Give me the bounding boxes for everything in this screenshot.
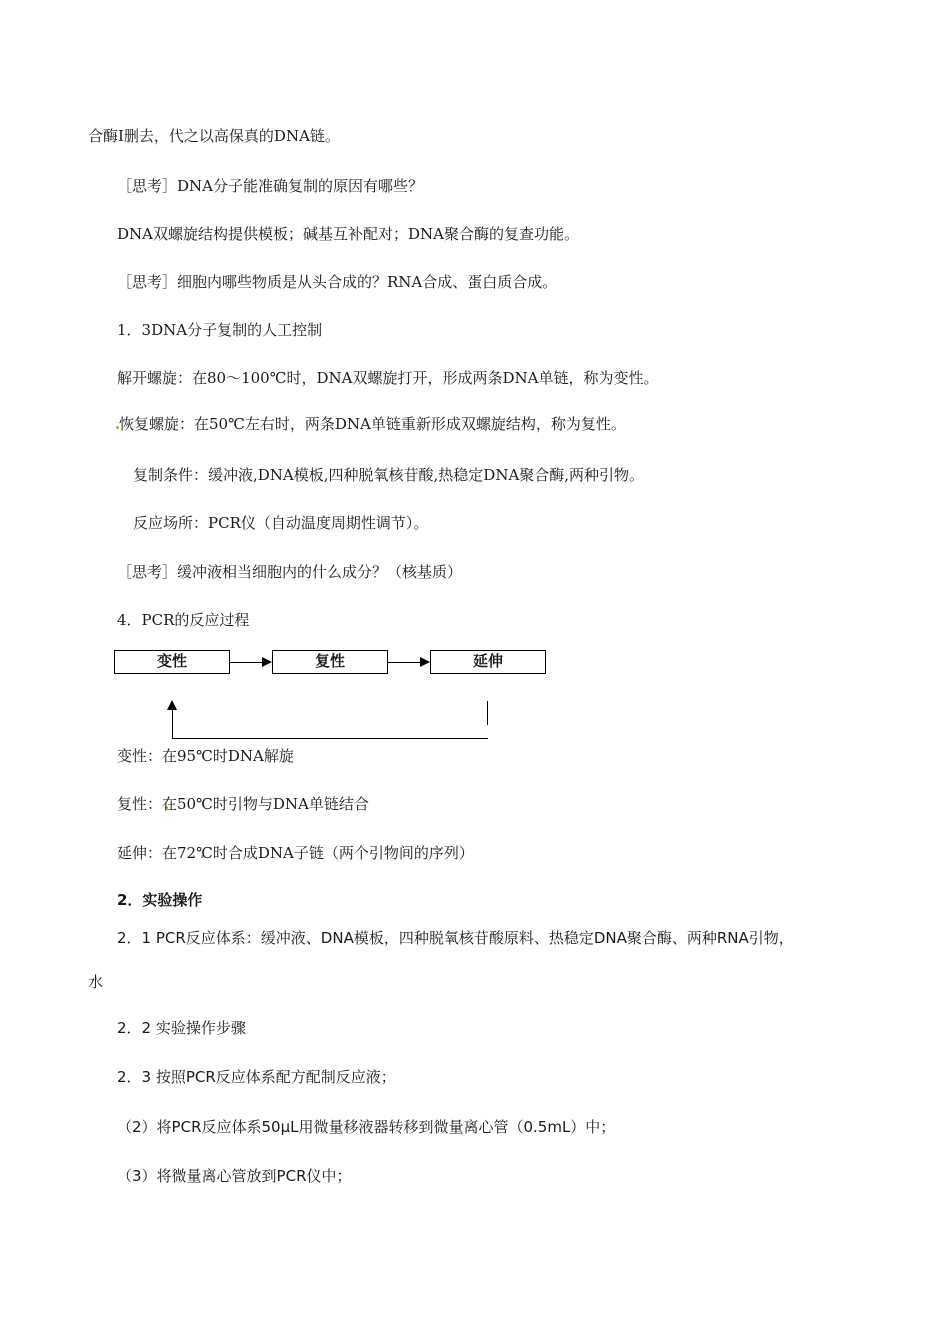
paragraph-denaturation: 解开螺旋：在80～100℃时，DNA双螺旋打开，形成两条DNA单链，称为变性。 (117, 369, 659, 387)
section-heading-2-2: 2．2 实验操作步骤 (117, 1019, 246, 1037)
step-2: （2）将PCR反应体系50μL用微量移液器转移到微量离心管（0.5mL）中； (117, 1118, 616, 1136)
paragraph-renaturation: 恢复螺旋：在50℃左右时，两条DNA单链重新形成双螺旋结构，称为复性。 (119, 415, 626, 433)
paragraph-reaction-system: 2．1 PCR反应体系：缓冲液、DNA模板，四种脱氧核苷酸原料、热稳定DNA聚合酶、两种RNA引物， (117, 929, 794, 947)
step-3: （3）将微量离心管放到PCR仪中； (117, 1167, 352, 1185)
section-heading-1-3: 1．3DNA分子复制的人工控制 (117, 321, 323, 339)
flow-arrow-2-head (420, 657, 430, 667)
flow-arrow-2-line (388, 662, 420, 663)
think-question-2: ［思考］细胞内哪些物质是从头合成的？RNA合成、蛋白质合成。 (117, 273, 558, 291)
paragraph-reaction-site: 反应场所：PCR仪（自动温度周期性调节）。 (133, 514, 429, 532)
section-heading-4: 4．PCR的反应过程 (117, 611, 250, 629)
step-annealing-desc: 复性：在50℃时引物与DNA单链结合 (117, 795, 369, 813)
think-question-1: ［思考］DNA分子能准确复制的原因有哪些？ (117, 177, 423, 195)
cycle-arrow-right-line (487, 701, 488, 725)
flow-arrow-1-line (230, 662, 262, 663)
flow-arrow-1-head (262, 657, 272, 667)
flow-step-annealing: 复性 (272, 650, 388, 674)
think-question-3: ［思考］缓冲液相当细胞内的什么成分？（核基质） (117, 563, 463, 581)
paragraph-reaction-system-cont: 水 (88, 973, 104, 991)
paragraph-p1: 合酶Ⅰ删去，代之以高保真的DNA链。 (88, 127, 340, 145)
flow-step-extension: 延伸 (430, 650, 546, 674)
section-heading-2: 2．实验操作 (117, 891, 203, 909)
paragraph-conditions: 复制条件：缓冲液,DNA模板,四种脱氧核苷酸,热稳定DNA聚合酶,两种引物。 (133, 466, 645, 484)
cycle-arrow-bottom-line (172, 738, 488, 739)
flow-step-denaturation: 变性 (114, 650, 230, 674)
cycle-arrow-left-line (172, 708, 173, 739)
paragraph-p3: DNA双螺旋结构提供模板；碱基互补配对；DNA聚合酶的复查功能。 (117, 225, 579, 243)
step-extension-desc: 延伸：在72℃时合成DNA子链（两个引物间的序列） (117, 844, 474, 862)
step-2-3: 2．3 按照PCR反应体系配方配制反应液； (117, 1068, 396, 1086)
step-denaturation-desc: 变性：在95℃时DNA解旋 (117, 747, 294, 765)
